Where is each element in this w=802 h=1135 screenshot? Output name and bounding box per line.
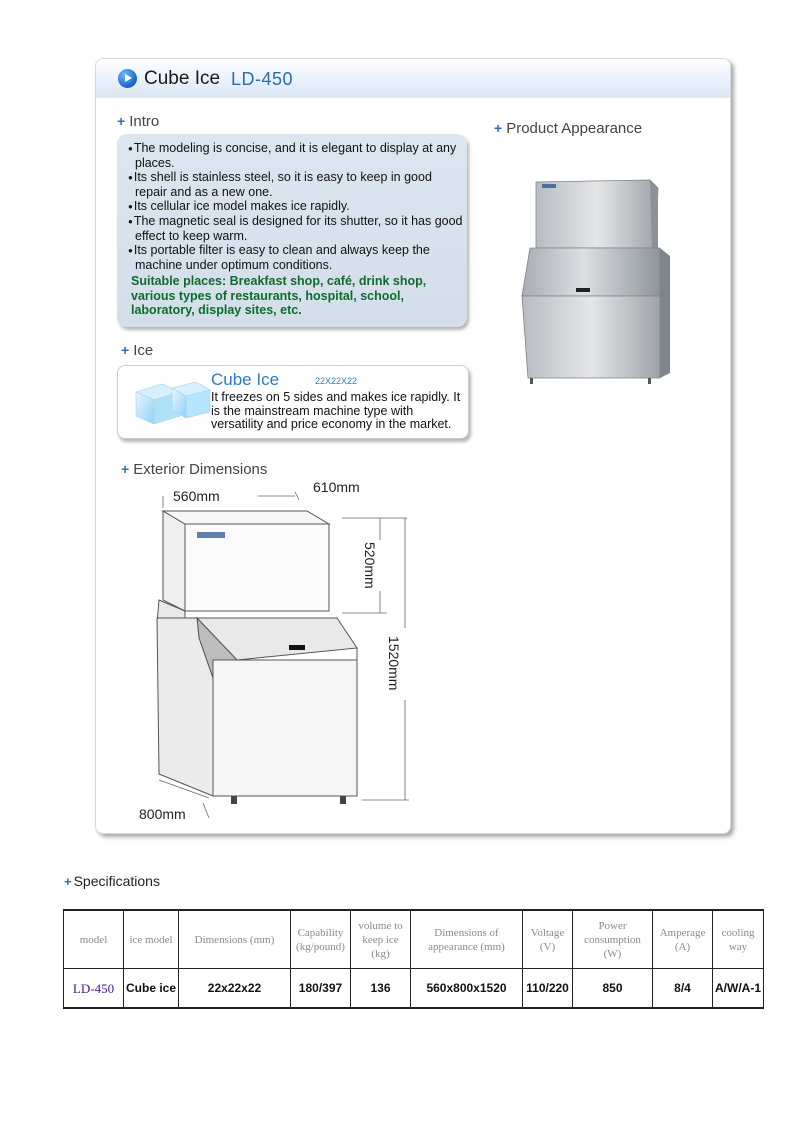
spec-cell: 560x800x1520 xyxy=(411,969,523,1009)
spec-header: Capability (kg/pound) xyxy=(291,910,351,969)
specifications-heading xyxy=(64,873,160,889)
spec-cell: 8/4 xyxy=(653,969,713,1009)
spec-header: ice model xyxy=(124,910,179,969)
plus-icon: + xyxy=(121,342,130,358)
dimension-drawing xyxy=(137,478,427,823)
exterior-heading xyxy=(121,461,267,478)
intro-heading xyxy=(117,113,159,130)
spec-cell: A/W/A-1 xyxy=(713,969,764,1009)
spec-header-row xyxy=(64,910,764,969)
plus-icon: + xyxy=(117,113,126,129)
intro-item: ● The magnetic seal is designed for its shutter, so it has good effect to keep warm. xyxy=(126,214,466,243)
product-appearance-heading xyxy=(494,120,642,137)
spec-table xyxy=(63,909,764,1009)
intro-item: ● Its shell is stainless steel, so it is easy to keep in good repair and as a new one. xyxy=(126,170,466,199)
product-appearance-label: Product Appearance xyxy=(506,120,643,137)
product-photo xyxy=(520,178,676,388)
product-model: LD-450 xyxy=(231,69,294,89)
spec-cell: 850 xyxy=(573,969,653,1009)
ice-box xyxy=(117,365,469,439)
suitable-places: Suitable places: Breakfast shop, café, drink shop, various types of restaurants, hospital, school, laboratory, display sites, etc. xyxy=(131,274,427,317)
spec-header: Amperage (A) xyxy=(653,910,713,969)
ice-cube-image xyxy=(132,378,212,428)
spec-cell: 136 xyxy=(351,969,411,1009)
spec-cell: 110/220 xyxy=(523,969,573,1009)
spec-header: volume to keep ice (kg) xyxy=(351,910,411,969)
intro-item: ● Its portable filter is easy to clean and always keep the machine under optimum conditions. xyxy=(126,243,466,272)
spec-header: Voltage (V) xyxy=(523,910,573,969)
intro-item: ● Its cellular ice model makes ice rapidly. xyxy=(126,199,466,214)
intro-box xyxy=(117,134,467,327)
spec-header: Dimensions of appearance (mm) xyxy=(411,910,523,969)
product-title: Cube Ice xyxy=(144,68,221,89)
play-icon xyxy=(118,69,137,88)
card-header xyxy=(96,59,730,98)
dim-upper-height-label: 520mm xyxy=(362,542,378,589)
ice-name: Cube Ice xyxy=(211,370,280,389)
spec-header: cooling way xyxy=(713,910,764,969)
ice-description: It freezes on 5 sides and makes ice rapidly. It is the mainstream machine type with versatility and price economy in the market. xyxy=(211,390,461,431)
plus-icon: + xyxy=(494,120,503,136)
plus-icon: + xyxy=(64,874,72,889)
dim-depth-label: 610mm xyxy=(313,479,360,495)
spec-cell: Cube ice xyxy=(124,969,179,1009)
intro-heading-label: Intro xyxy=(129,113,160,130)
ice-heading-label: Ice xyxy=(133,342,154,359)
spec-cell: 22x22x22 xyxy=(179,969,291,1009)
exterior-heading-label: Exterior Dimensions xyxy=(133,461,268,478)
intro-list xyxy=(126,141,466,272)
specifications-heading-label: Specifications xyxy=(73,873,160,889)
plus-icon: + xyxy=(121,461,130,477)
spec-data-row xyxy=(64,969,764,1009)
ice-size: 22X22X22 xyxy=(315,376,358,386)
spec-header: model xyxy=(64,910,124,969)
spec-cell: LD-450 xyxy=(64,969,124,1009)
intro-item: ● The modeling is concise, and it is elegant to display at any places. xyxy=(126,141,466,170)
spec-header: Power consumption (W) xyxy=(573,910,653,969)
ice-heading xyxy=(121,342,153,359)
spec-header: Dimensions (mm) xyxy=(179,910,291,969)
dim-width-label: 560mm xyxy=(173,488,220,504)
dim-bottom-depth-label: 800mm xyxy=(139,806,186,822)
spec-cell: 180/397 xyxy=(291,969,351,1009)
dim-total-height-label: 1520mm xyxy=(386,636,402,691)
